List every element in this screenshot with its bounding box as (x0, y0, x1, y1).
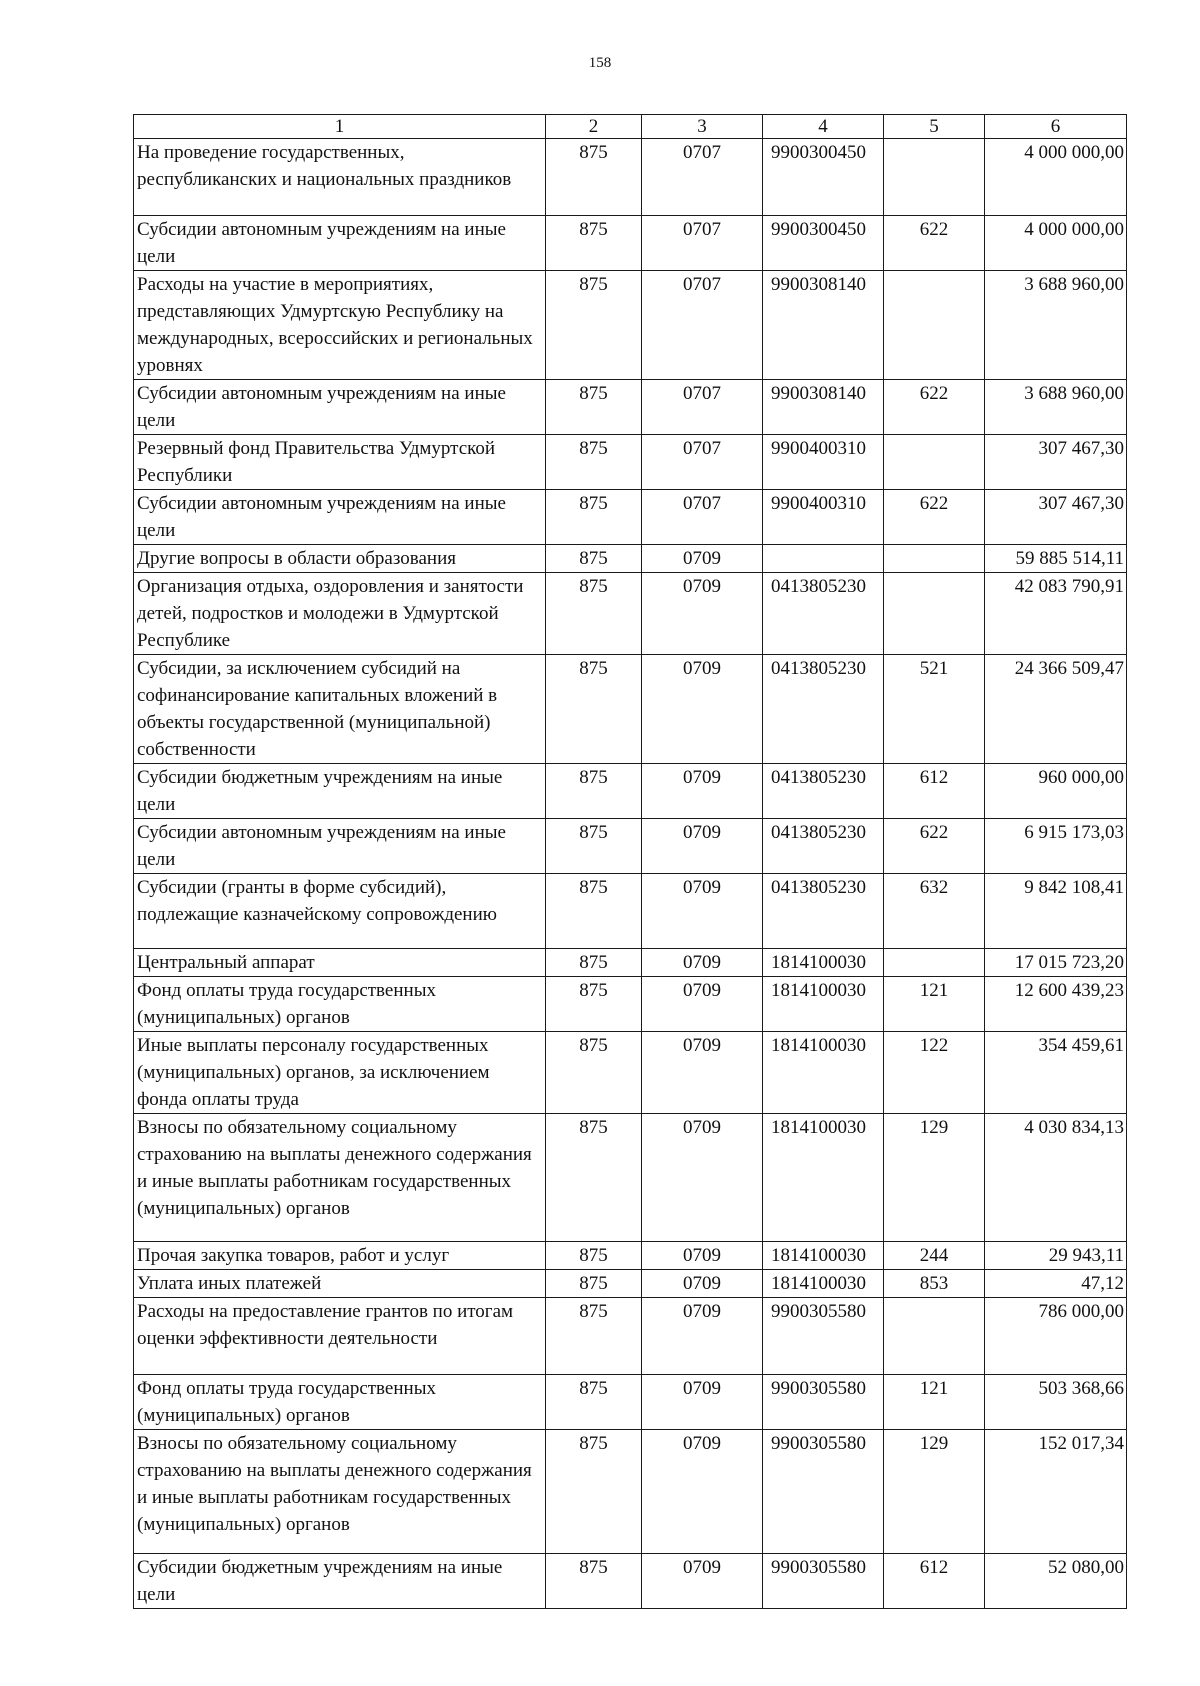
section-code-cell: 0709 (642, 1375, 763, 1430)
target-article-cell: 9900300450 (763, 216, 884, 271)
expense-name-cell: На проведение государственных, республиканских и национальных праздников (134, 139, 546, 216)
amount-cell: 3 688 960,00 (985, 271, 1127, 380)
amount-cell: 6 915 173,03 (985, 819, 1127, 874)
table-header-row (134, 115, 1127, 139)
amount-cell: 4 030 834,13 (985, 1114, 1127, 1242)
expense-type-cell: 129 (884, 1430, 985, 1554)
target-article-cell: 9900308140 (763, 271, 884, 380)
department-code-cell: 875 (546, 490, 642, 545)
department-code-cell: 875 (546, 1270, 642, 1298)
section-code-cell: 0709 (642, 819, 763, 874)
department-code-cell: 875 (546, 216, 642, 271)
expense-name-cell: Расходы на предоставление грантов по итогам оценки эффективности деятельности (134, 1298, 546, 1375)
department-code-cell: 875 (546, 545, 642, 573)
section-code-cell: 0707 (642, 435, 763, 490)
amount-cell: 152 017,34 (985, 1430, 1127, 1554)
expense-name-cell: Фонд оплаты труда государственных (муниципальных) органов (134, 977, 546, 1032)
column-header-1: 1 (134, 115, 546, 139)
table-row (134, 216, 1127, 271)
table-row (134, 545, 1127, 573)
target-article-cell: 9900300450 (763, 139, 884, 216)
expense-name-cell: Взносы по обязательному социальному страхованию на выплаты денежного содержания и иные выплаты работникам государственных (муниципальных) органов (134, 1430, 546, 1554)
amount-cell: 960 000,00 (985, 764, 1127, 819)
department-code-cell: 875 (546, 764, 642, 819)
table-row (134, 1114, 1127, 1242)
section-code-cell: 0707 (642, 139, 763, 216)
target-article-cell: 9900305580 (763, 1430, 884, 1554)
section-code-cell: 0707 (642, 380, 763, 435)
expense-name-cell: Взносы по обязательному социальному страхованию на выплаты денежного содержания и иные выплаты работникам государственных (муниципальных) органов (134, 1114, 546, 1242)
expense-name-cell: Резервный фонд Правительства Удмуртской Республики (134, 435, 546, 490)
target-article-cell: 1814100030 (763, 1114, 884, 1242)
department-code-cell: 875 (546, 271, 642, 380)
expense-name-cell: Субсидии автономным учреждениям на иные цели (134, 216, 546, 271)
amount-cell: 42 083 790,91 (985, 573, 1127, 655)
amount-cell: 4 000 000,00 (985, 216, 1127, 271)
amount-cell: 52 080,00 (985, 1554, 1127, 1609)
expense-type-cell (884, 435, 985, 490)
expense-type-cell (884, 1298, 985, 1375)
target-article-cell: 0413805230 (763, 819, 884, 874)
expense-name-cell: Субсидии автономным учреждениям на иные цели (134, 380, 546, 435)
expense-name-cell: Субсидии автономным учреждениям на иные цели (134, 819, 546, 874)
expense-name-cell: Другие вопросы в области образования (134, 545, 546, 573)
expense-type-cell: 632 (884, 874, 985, 949)
budget-table (133, 114, 1127, 1609)
section-code-cell: 0707 (642, 271, 763, 380)
expense-type-cell (884, 271, 985, 380)
department-code-cell: 875 (546, 949, 642, 977)
target-article-cell (763, 545, 884, 573)
expense-name-cell: Организация отдыха, оздоровления и занятости детей, подростков и молодежи в Удмуртской Республике (134, 573, 546, 655)
table-body (134, 139, 1127, 1609)
expense-type-cell: 122 (884, 1032, 985, 1114)
table-row (134, 655, 1127, 764)
department-code-cell: 875 (546, 655, 642, 764)
expense-name-cell: Субсидии бюджетным учреждениям на иные цели (134, 764, 546, 819)
amount-cell: 24 366 509,47 (985, 655, 1127, 764)
section-code-cell: 0709 (642, 573, 763, 655)
target-article-cell: 9900308140 (763, 380, 884, 435)
section-code-cell: 0709 (642, 1430, 763, 1554)
amount-cell: 12 600 439,23 (985, 977, 1127, 1032)
section-code-cell: 0709 (642, 1554, 763, 1609)
expense-name-cell: Фонд оплаты труда государственных (муниципальных) органов (134, 1375, 546, 1430)
section-code-cell: 0709 (642, 1298, 763, 1375)
target-article-cell: 0413805230 (763, 764, 884, 819)
table-row (134, 1298, 1127, 1375)
target-article-cell: 1814100030 (763, 949, 884, 977)
expense-type-cell: 853 (884, 1270, 985, 1298)
table-row (134, 1430, 1127, 1554)
department-code-cell: 875 (546, 1032, 642, 1114)
section-code-cell: 0707 (642, 216, 763, 271)
expense-name-cell: Иные выплаты персоналу государственных (муниципальных) органов, за исключением фонда оплаты труда (134, 1032, 546, 1114)
expense-name-cell: Субсидии (гранты в форме субсидий), подлежащие казначейскому сопровождению (134, 874, 546, 949)
section-code-cell: 0709 (642, 545, 763, 573)
expense-type-cell (884, 573, 985, 655)
expense-name-cell: Субсидии бюджетным учреждениям на иные цели (134, 1554, 546, 1609)
amount-cell: 354 459,61 (985, 1032, 1127, 1114)
table-row (134, 977, 1127, 1032)
expense-name-cell: Субсидии, за исключением субсидий на софинансирование капитальных вложений в объекты государственной (муниципальной) собственности (134, 655, 546, 764)
expense-type-cell: 622 (884, 380, 985, 435)
table-row (134, 490, 1127, 545)
column-header-4: 4 (763, 115, 884, 139)
table-row (134, 949, 1127, 977)
table-row (134, 819, 1127, 874)
amount-cell: 29 943,11 (985, 1242, 1127, 1270)
expense-type-cell: 521 (884, 655, 985, 764)
expense-name-cell: Центральный аппарат (134, 949, 546, 977)
column-header-2: 2 (546, 115, 642, 139)
table-row (134, 435, 1127, 490)
target-article-cell: 0413805230 (763, 874, 884, 949)
table-row (134, 1554, 1127, 1609)
department-code-cell: 875 (546, 435, 642, 490)
department-code-cell: 875 (546, 1114, 642, 1242)
page-number: 158 (588, 55, 612, 71)
expense-type-cell: 622 (884, 216, 985, 271)
expense-type-cell: 121 (884, 977, 985, 1032)
amount-cell: 307 467,30 (985, 435, 1127, 490)
column-header-3: 3 (642, 115, 763, 139)
table-row (134, 271, 1127, 380)
department-code-cell: 875 (546, 380, 642, 435)
expense-type-cell (884, 949, 985, 977)
target-article-cell: 0413805230 (763, 573, 884, 655)
expense-type-cell (884, 545, 985, 573)
expense-type-cell: 612 (884, 764, 985, 819)
department-code-cell: 875 (546, 1554, 642, 1609)
section-code-cell: 0709 (642, 764, 763, 819)
target-article-cell: 9900400310 (763, 435, 884, 490)
expense-name-cell: Уплата иных платежей (134, 1270, 546, 1298)
table-row (134, 1270, 1127, 1298)
amount-cell: 47,12 (985, 1270, 1127, 1298)
amount-cell: 307 467,30 (985, 490, 1127, 545)
table-row (134, 380, 1127, 435)
table-row (134, 764, 1127, 819)
table-row (134, 874, 1127, 949)
section-code-cell: 0709 (642, 977, 763, 1032)
amount-cell: 9 842 108,41 (985, 874, 1127, 949)
expense-type-cell: 244 (884, 1242, 985, 1270)
amount-cell: 503 368,66 (985, 1375, 1127, 1430)
target-article-cell: 9900305580 (763, 1375, 884, 1430)
amount-cell: 59 885 514,11 (985, 545, 1127, 573)
expense-name-cell: Расходы на участие в мероприятиях, представляющих Удмуртскую Республику на международных, всероссийских и региональных уровнях (134, 271, 546, 380)
section-code-cell: 0709 (642, 1032, 763, 1114)
amount-cell: 4 000 000,00 (985, 139, 1127, 216)
column-header-6: 6 (985, 115, 1127, 139)
target-article-cell: 1814100030 (763, 977, 884, 1032)
section-code-cell: 0707 (642, 490, 763, 545)
target-article-cell: 0413805230 (763, 655, 884, 764)
section-code-cell: 0709 (642, 655, 763, 764)
department-code-cell: 875 (546, 139, 642, 216)
target-article-cell: 1814100030 (763, 1242, 884, 1270)
amount-cell: 3 688 960,00 (985, 380, 1127, 435)
amount-cell: 786 000,00 (985, 1298, 1127, 1375)
amount-cell: 17 015 723,20 (985, 949, 1127, 977)
target-article-cell: 1814100030 (763, 1270, 884, 1298)
table-row (134, 573, 1127, 655)
column-header-5: 5 (884, 115, 985, 139)
expense-name-cell: Прочая закупка товаров, работ и услуг (134, 1242, 546, 1270)
section-code-cell: 0709 (642, 1114, 763, 1242)
expense-type-cell: 121 (884, 1375, 985, 1430)
table-row (134, 1375, 1127, 1430)
section-code-cell: 0709 (642, 1270, 763, 1298)
target-article-cell: 9900400310 (763, 490, 884, 545)
target-article-cell: 1814100030 (763, 1032, 884, 1114)
department-code-cell: 875 (546, 977, 642, 1032)
target-article-cell: 9900305580 (763, 1298, 884, 1375)
department-code-cell: 875 (546, 1298, 642, 1375)
expense-type-cell: 622 (884, 490, 985, 545)
expense-type-cell: 129 (884, 1114, 985, 1242)
expense-type-cell: 612 (884, 1554, 985, 1609)
section-code-cell: 0709 (642, 1242, 763, 1270)
table-row (134, 1032, 1127, 1114)
table-row (134, 1242, 1127, 1270)
section-code-cell: 0709 (642, 874, 763, 949)
expense-name-cell: Субсидии автономным учреждениям на иные цели (134, 490, 546, 545)
department-code-cell: 875 (546, 874, 642, 949)
expense-type-cell: 622 (884, 819, 985, 874)
department-code-cell: 875 (546, 819, 642, 874)
department-code-cell: 875 (546, 573, 642, 655)
department-code-cell: 875 (546, 1375, 642, 1430)
expense-type-cell (884, 139, 985, 216)
department-code-cell: 875 (546, 1242, 642, 1270)
target-article-cell: 9900305580 (763, 1554, 884, 1609)
department-code-cell: 875 (546, 1430, 642, 1554)
section-code-cell: 0709 (642, 949, 763, 977)
table-row (134, 139, 1127, 216)
